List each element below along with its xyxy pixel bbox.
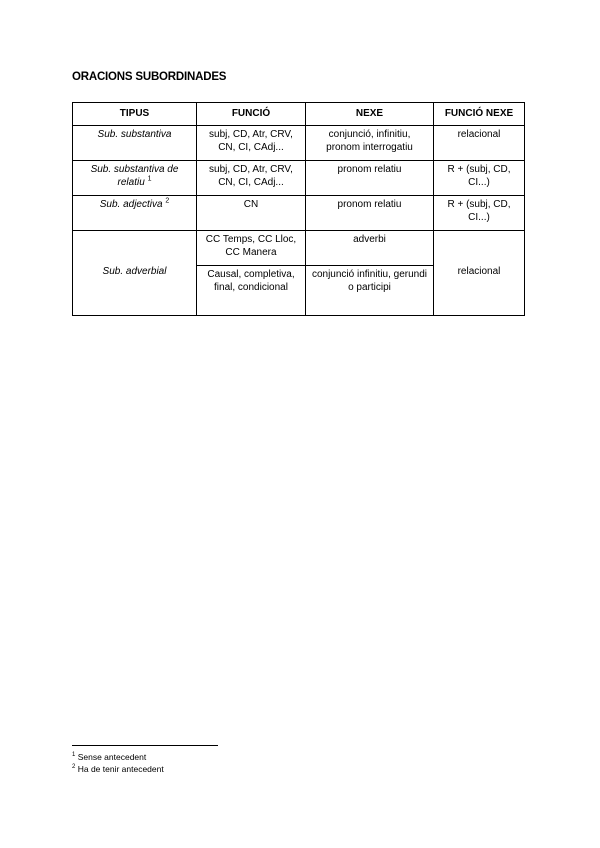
tipus-label: Sub. adjectiva [99, 199, 163, 210]
footnote-mark: 2 [72, 764, 76, 771]
tipus-label: Sub. substantiva [97, 129, 172, 140]
footnote-text: Ha de tenir antecedent [77, 764, 164, 774]
footnote-text: Sense antecedent [77, 752, 147, 762]
footnote-1 [72, 751, 164, 763]
table-row [73, 126, 525, 161]
tipus-label: Sub. adverbial [102, 266, 167, 278]
tipus-label: Sub. substantiva de relatiu [90, 164, 179, 188]
header-nexe: NEXE [306, 103, 434, 126]
cell-funcio-nexe: R + (subj, CD, CI...) [434, 196, 525, 231]
subordinate-clauses-table [72, 102, 525, 316]
footnote-ref: 2 [165, 197, 170, 205]
cell-funcio: subj, CD, Atr, CRV, CN, CI, CAdj... [197, 161, 306, 196]
cell-nexe: adverbi [306, 231, 434, 266]
table-row [73, 231, 525, 266]
table-row [73, 196, 525, 231]
cell-nexe: pronom relatiu [306, 161, 434, 196]
footnote-2 [72, 763, 164, 775]
cell-funcio-nexe: relacional [434, 231, 525, 316]
footnote-divider [72, 745, 218, 746]
cell-nexe: pronom relatiu [306, 196, 434, 231]
cell-funcio: CC Temps, CC Lloc, CC Manera [197, 231, 306, 266]
header-funcio: FUNCIÓ [197, 103, 306, 126]
cell-funcio: Causal, completiva, final, condicional [197, 266, 306, 316]
footnotes [72, 751, 164, 775]
footnote-mark: 1 [72, 752, 76, 759]
page-title: ORACIONS SUBORDINADES [72, 71, 227, 83]
cell-funcio-nexe: relacional [434, 126, 525, 161]
header-tipus: TIPUS [73, 103, 197, 126]
footnote-ref: 1 [147, 175, 152, 183]
cell-funcio: CN [197, 196, 306, 231]
header-funcio-nexe: FUNCIÓ NEXE [434, 103, 525, 126]
cell-nexe: conjunció infinitiu, gerundi o participi [306, 266, 434, 316]
cell-tipus [73, 126, 197, 161]
cell-tipus [73, 196, 197, 231]
cell-funcio-nexe: R + (subj, CD, CI...) [434, 161, 525, 196]
table-header-row [73, 103, 525, 126]
cell-funcio: subj, CD, Atr, CRV, CN, CI, CAdj... [197, 126, 306, 161]
cell-tipus [73, 161, 197, 196]
cell-tipus [73, 231, 197, 316]
cell-nexe: conjunció, infinitiu, pronom interrogatiu [306, 126, 434, 161]
table-row [73, 161, 525, 196]
